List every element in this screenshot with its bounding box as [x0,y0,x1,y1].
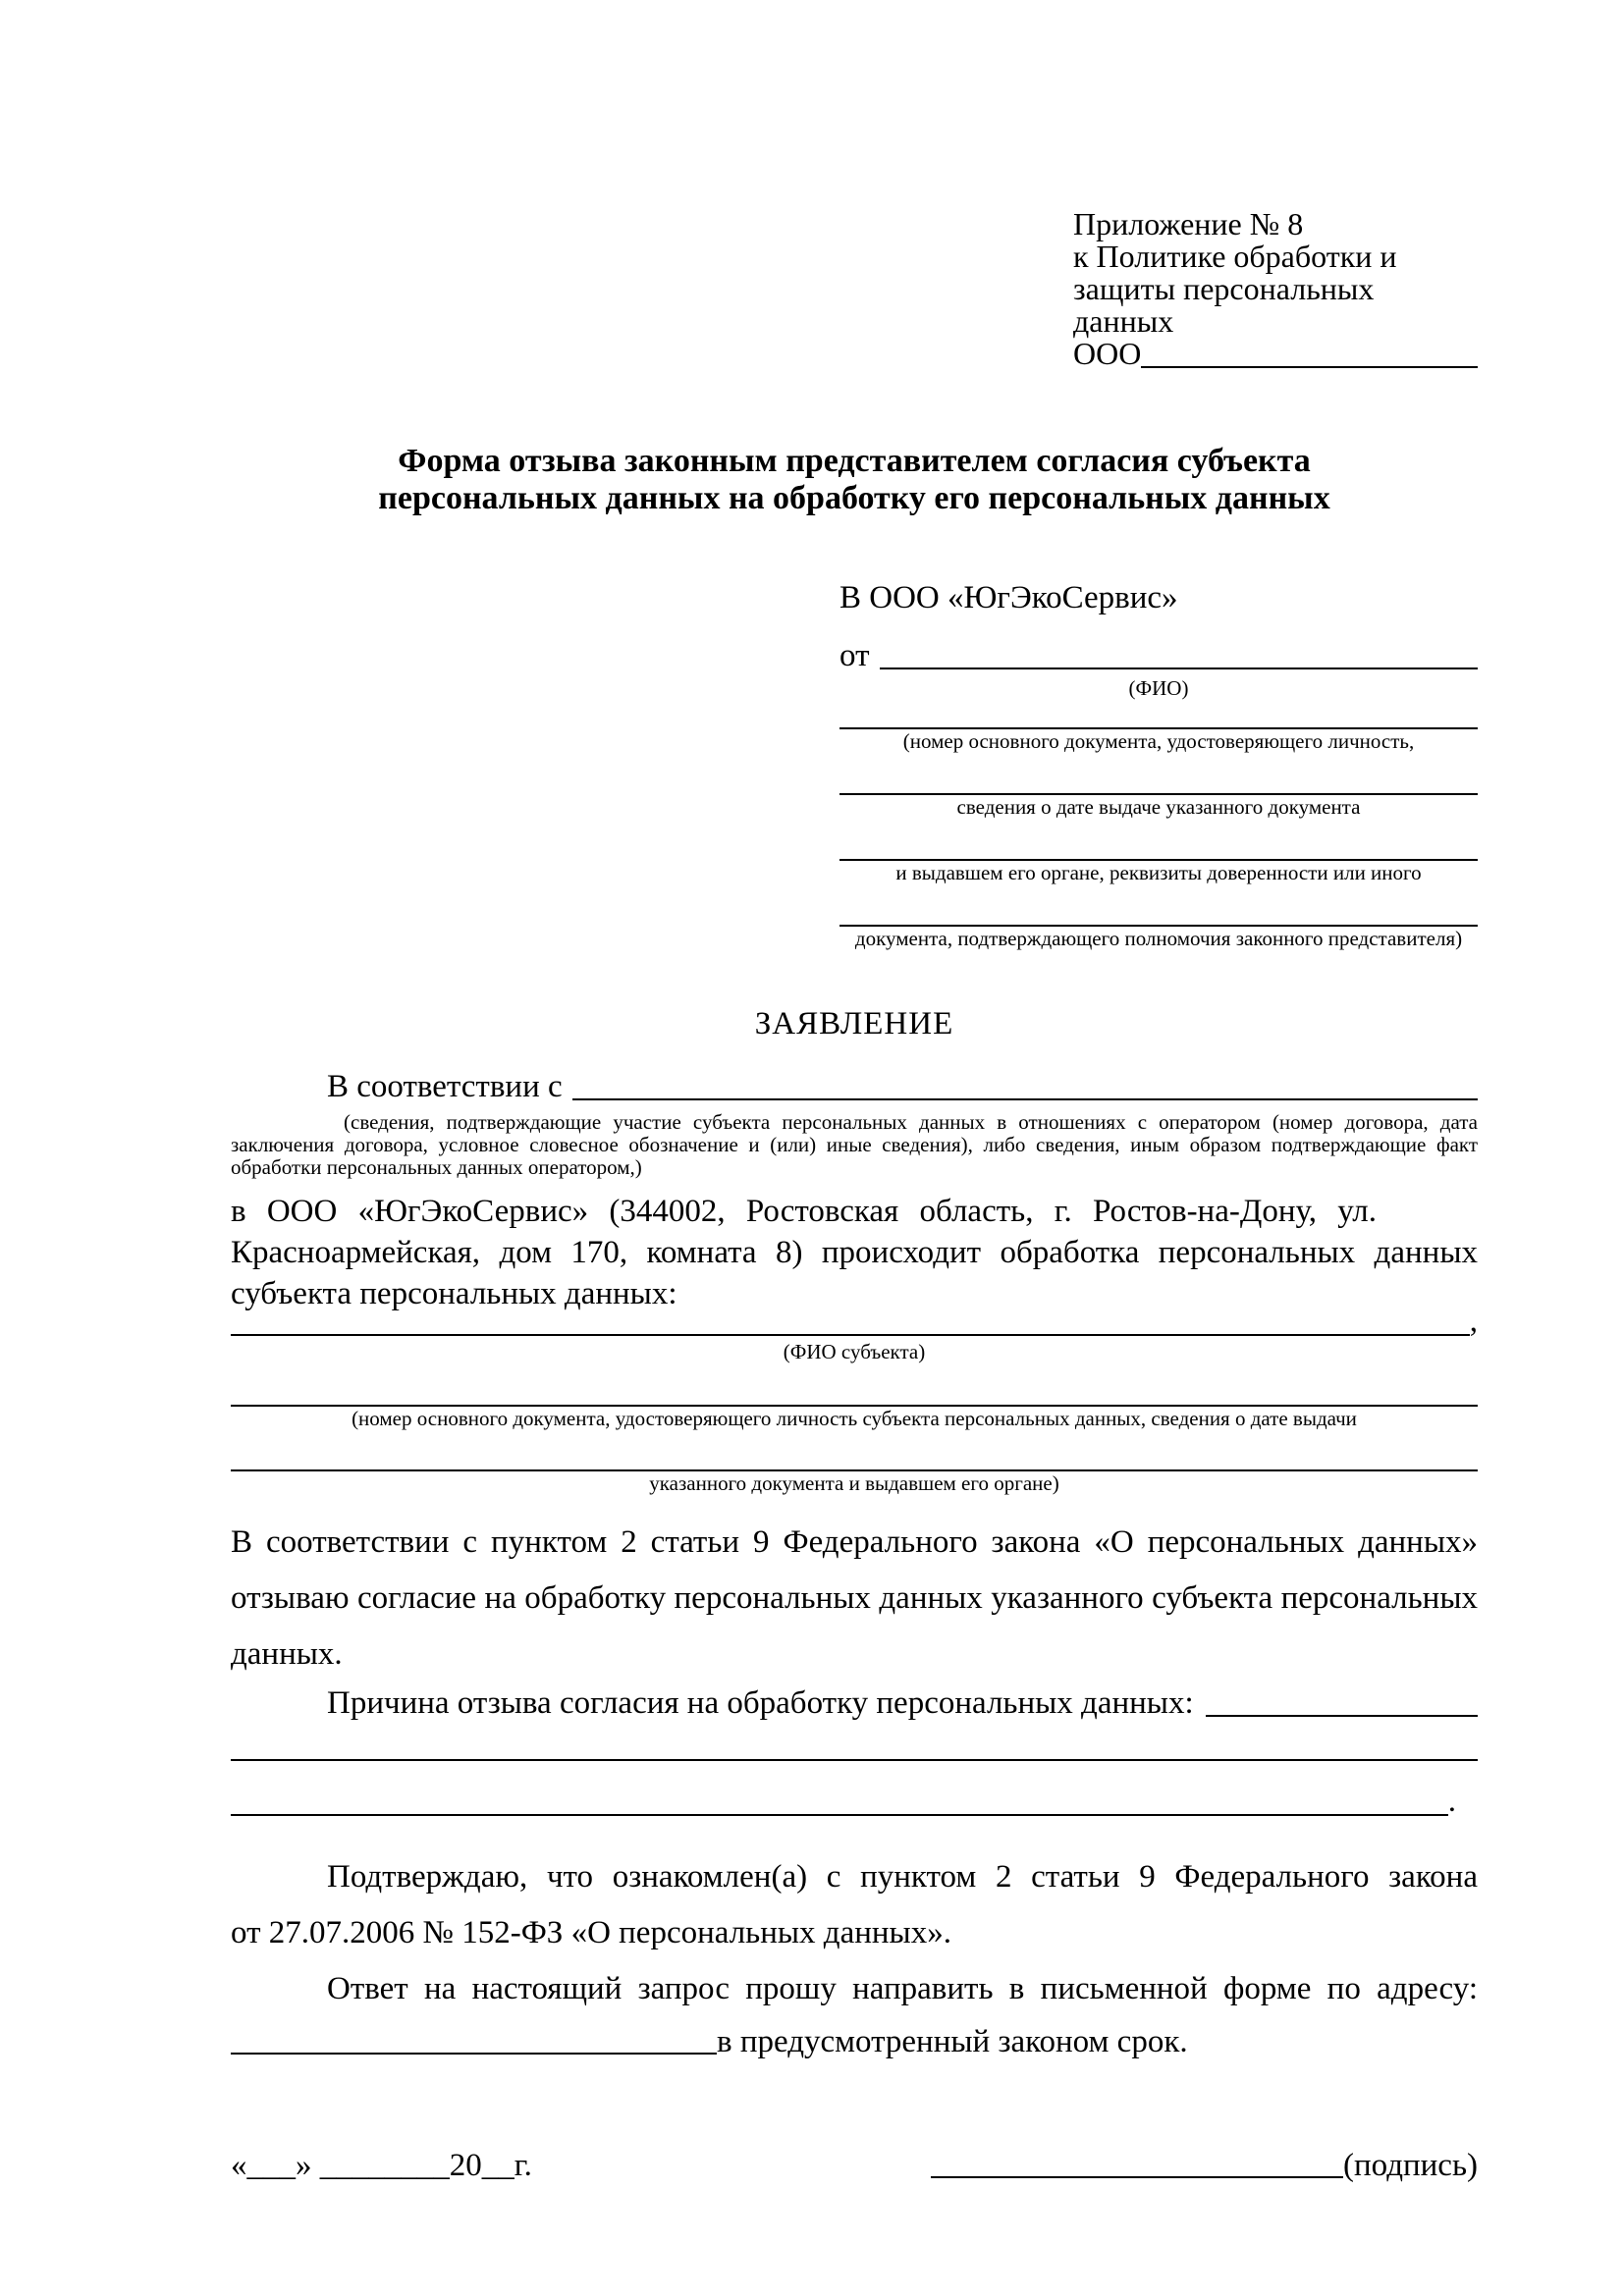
annex-line-2: к Политике обработки и [1073,239,1397,274]
confirmation-paragraph [231,1849,1478,1961]
operator-paragraph-line-2: Красноармейская, дом 170, комната 8) происходит обработка персональных данных [231,1235,1478,1270]
from-name-blank-line [880,667,1479,669]
subject-fio-row [231,1304,1478,1340]
subject-doc-caption-1: (номер основного документа, удостоверяющего личность субъекта персональных данных, сведения о дате выдачи [352,1407,1357,1430]
operator-paragraph [231,1191,1478,1314]
withdrawal-paragraph [231,1515,1478,1682]
fine-print-line-2: заключения договора, условное словесное обозначение и (или) иные сведения), либо сведения, иным образом подтверждающие факт [231,1133,1478,1156]
representative-doc-blank-line-1 [839,727,1478,753]
representative-doc-caption-3: и выдавшем его органе, реквизиты доверенности или иного [895,861,1422,884]
title-line-1: Форма отзыва законным представителем согласия субъекта [398,443,1311,479]
reply-address-blank-line [231,2053,717,2055]
withdrawal-line-2: отзываю согласие на обработку персональных данных указанного субъекта персональных [231,1580,1478,1616]
annex-block [1073,208,1478,370]
reply-address-row [231,2017,1478,2060]
representative-doc-caption-2: сведения о дате выдаче указанного документа [956,795,1361,819]
operator-paragraph-line-1: в ООО «ЮгЭкоСервис» (344002, Ростовская область, г. Ростов-на-Дону, ул. [231,1194,1377,1229]
document-title [231,443,1478,517]
title-line-2: персональных данных на обработку его персональных данных [378,480,1330,516]
fine-print-line-1: (сведения, подтверждающие участие субъекта персональных данных в отношениях с оператором (номер договора, дата [344,1110,1478,1134]
representative-doc-blank-line-4 [839,925,1478,950]
reason-blank-line-3 [231,1814,1448,1816]
reason-blank-row-3 [231,1784,1478,1820]
accordance-label: В соответствии с [327,1069,563,1104]
footer-row [231,2145,1478,2184]
statement-heading: ЗАЯВЛЕНИЕ [754,1006,954,1041]
accordance-blank-line [572,1098,1478,1100]
subject-fio-caption: (ФИО субъекта) [783,1340,926,1363]
reply-tail-text: в предусмотренный законом срок. [717,2024,1188,2059]
subject-fio-blank-line [231,1334,1470,1336]
reason-row [231,1684,1478,1722]
operator-paragraph-line-3: субъекта персональных данных: [231,1276,677,1311]
reason-label: Причина отзыва согласия на обработку персональных данных: [327,1685,1194,1721]
from-row [839,637,1478,674]
signature-caption: (подпись) [1343,2148,1478,2183]
date-blank-text: «___» ________20__г. [231,2148,532,2183]
representative-doc-caption-1: (номер основного документа, удостоверяющего личность, [902,729,1415,753]
reason-blank-line-1 [1206,1715,1478,1717]
representative-doc-blank-line-2 [839,793,1478,819]
reply-line-1: Ответ на настоящий запрос прошу направить в письменной форме по адресу: [327,1971,1478,2006]
fine-print [231,1111,1478,1179]
annex-line-3: защиты персональных данных [1073,271,1375,339]
fio-caption: (ФИО) [1128,676,1189,700]
representative-doc-blank-line-3 [839,859,1478,884]
withdrawal-line-3: данных. [231,1636,343,1672]
from-label: от [839,638,870,673]
confirmation-line-1: Подтверждаю, что ознакомлен(а) с пунктом 2 статьи 9 Федерального закона [327,1859,1478,1895]
accordance-row [231,1068,1478,1105]
annex-ooo-label: ООО [1073,336,1142,371]
signature-blank-line [931,2176,1343,2178]
representative-doc-caption-4: документа, подтверждающего полномочия законного представителя) [854,927,1463,950]
reason-period: . [1447,1784,1456,1819]
subject-fio-comma: , [1469,1304,1478,1339]
confirmation-line-2: от 27.07.2006 № 152-ФЗ «О персональных данных». [231,1915,951,1950]
annex-ooo-blank-line [1141,366,1478,368]
subject-doc-caption-2: указанного документа и выдавшем его органе) [649,1471,1059,1495]
annex-ooo-row [1073,338,1478,370]
reason-blank-line-2 [231,1759,1478,1761]
withdrawal-line-1: В соответствии с пунктом 2 статьи 9 Федерального закона «О персональных данных» [231,1524,1478,1560]
recipient-block [839,580,1478,950]
fine-print-line-3: обработки персональных данных оператором,) [231,1155,642,1179]
annex-line-1: Приложение № 8 [1073,206,1304,241]
recipient-organization: В ООО «ЮгЭкоСервис» [839,580,1178,615]
